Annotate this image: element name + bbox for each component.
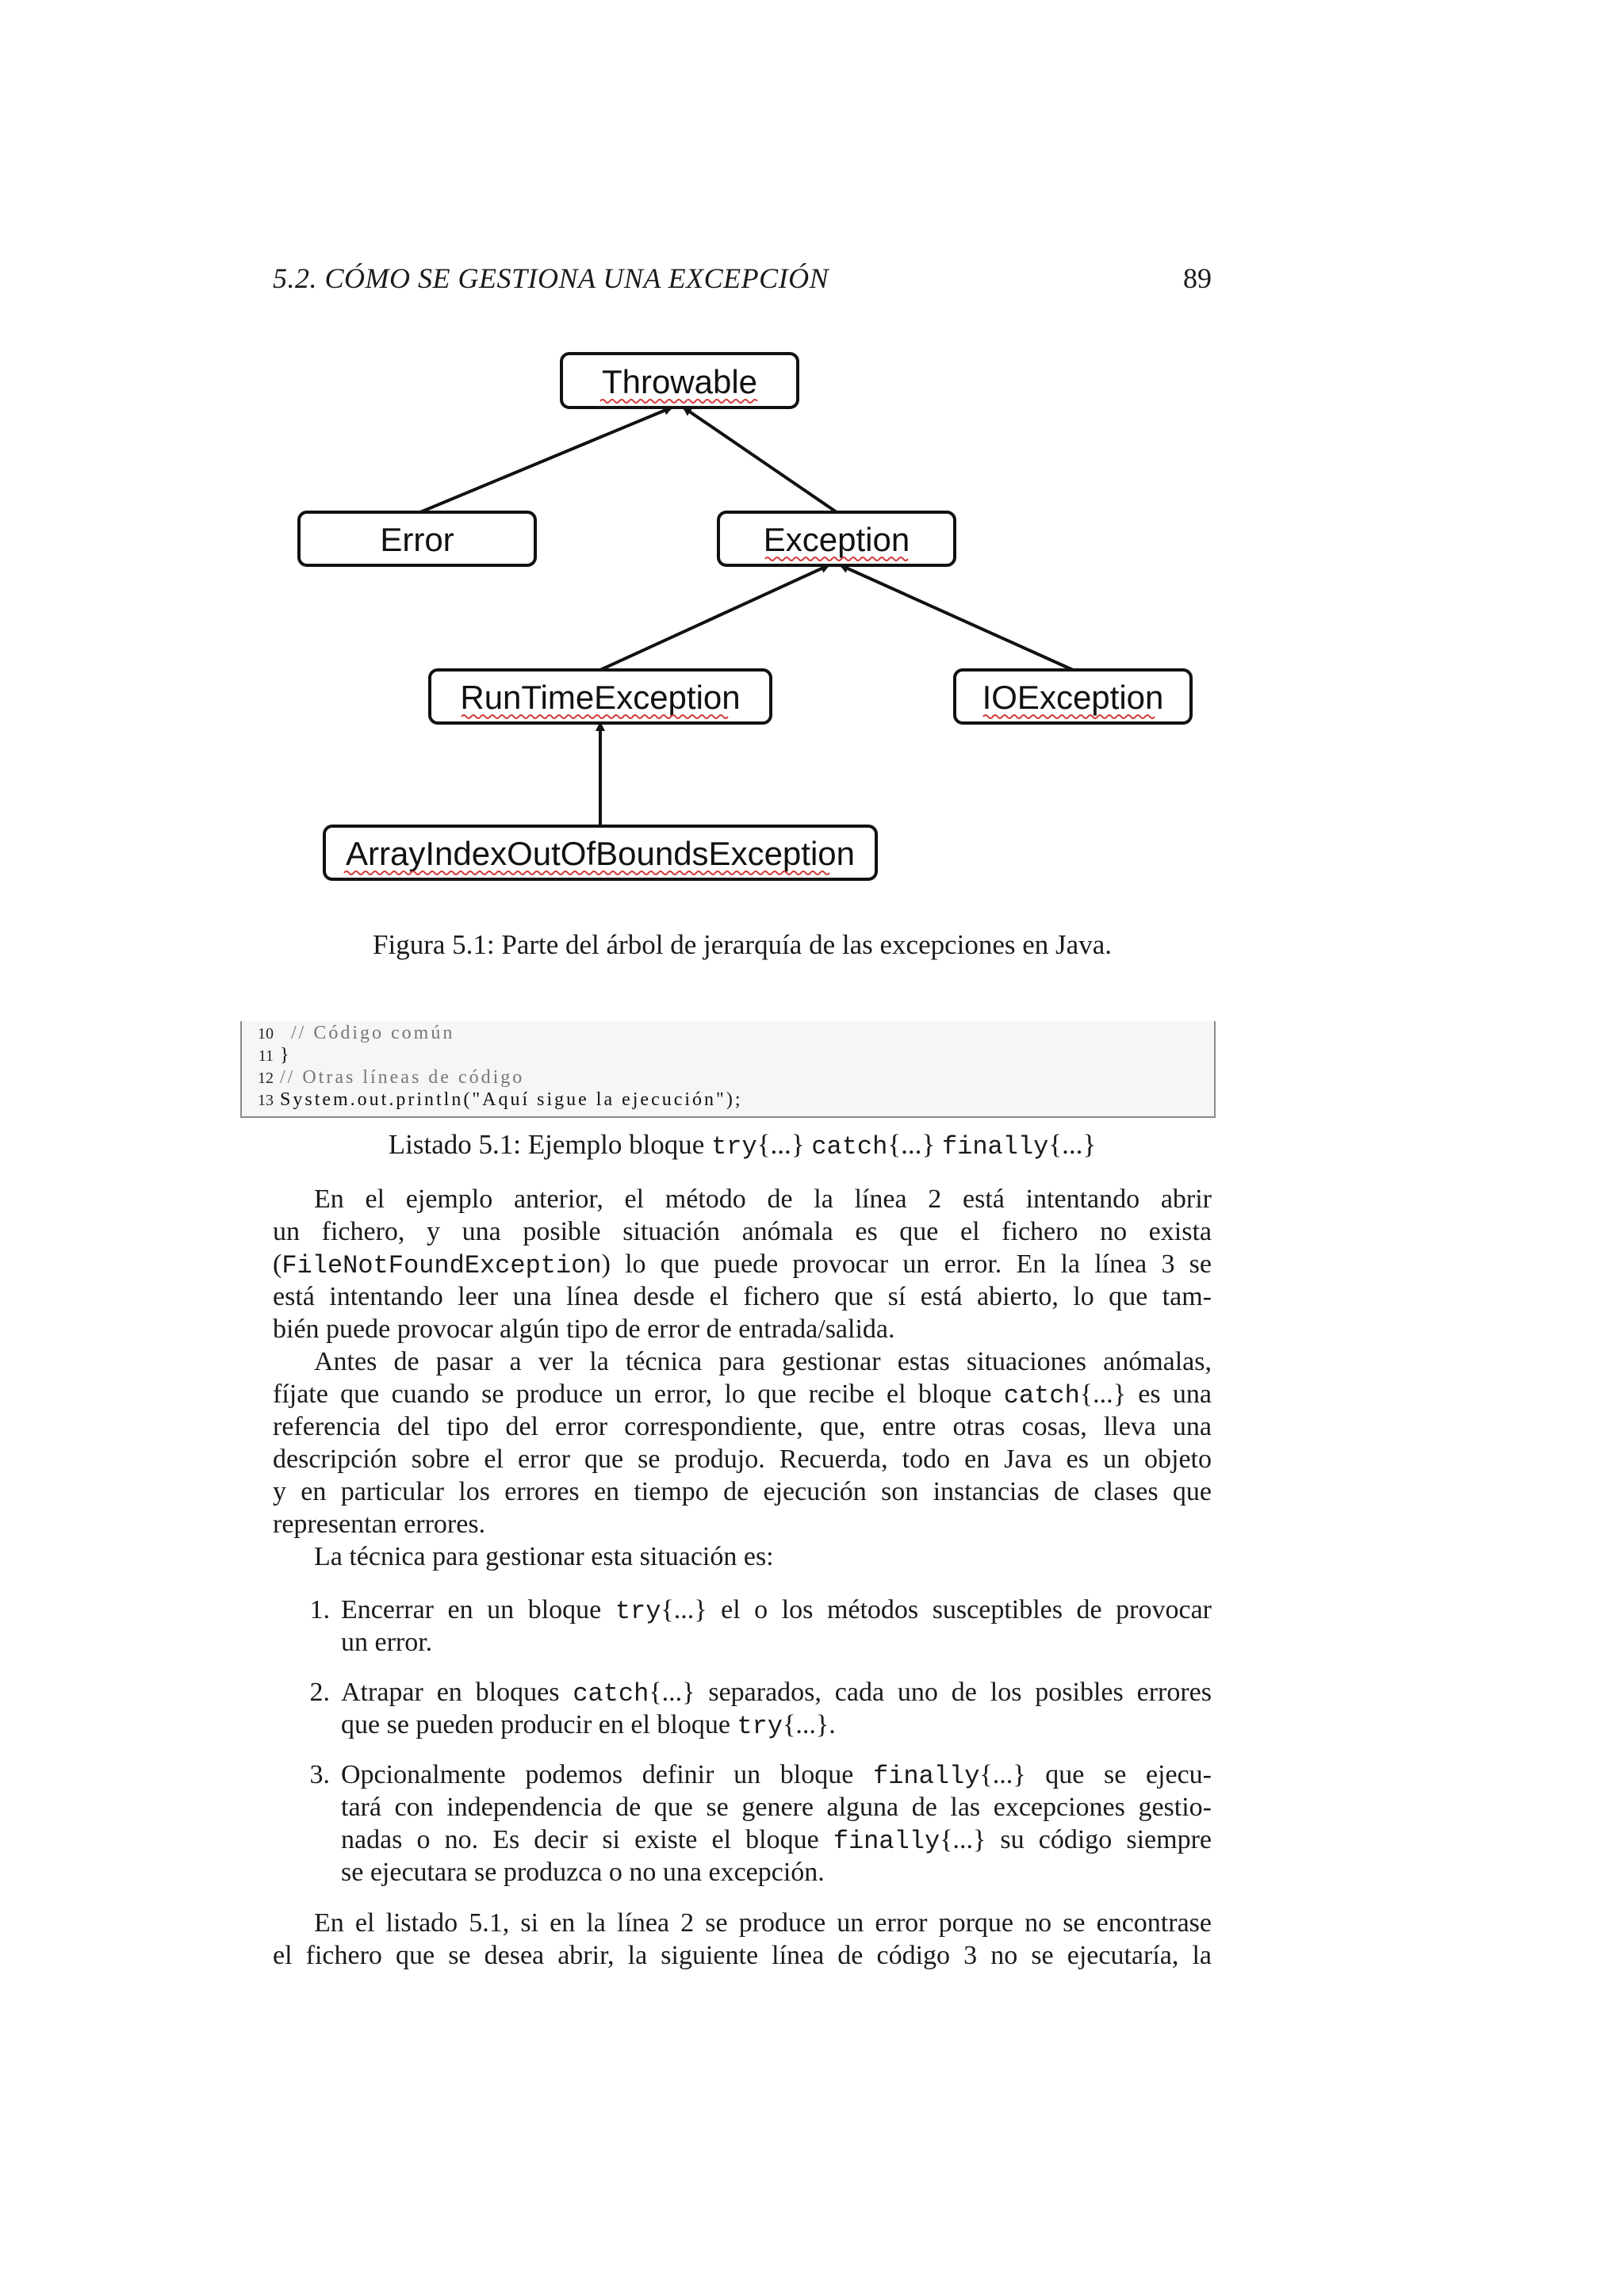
node-runtimeexception-label: RunTimeException	[460, 679, 741, 716]
brace: {...}	[756, 1129, 805, 1160]
text-line	[273, 1378, 1212, 1410]
inline-code: finally	[833, 1827, 940, 1856]
text: {...} su código siempre	[940, 1825, 1212, 1854]
chapter-section-title: 5.2. CÓMO SE GESTIONA UNA EXCEPCIÓN	[273, 262, 829, 294]
text: que se pueden producir en el bloque	[341, 1710, 737, 1739]
text-line	[341, 1758, 1212, 1791]
node-throwable-label: Throwable	[601, 363, 758, 400]
node-throwable	[561, 354, 798, 408]
node-ioexception	[955, 670, 1191, 723]
list-item-body	[341, 1758, 1212, 1888]
line-number: 12	[258, 1070, 274, 1087]
text: {...} que se ejecu-	[979, 1760, 1212, 1789]
node-ioexception-label: IOException	[982, 679, 1164, 716]
inline-code: catch	[1003, 1381, 1080, 1410]
text-line: representan errores.	[273, 1510, 486, 1539]
text-line: tará con independencia de que se genere alguna de las excepciones gestio-	[341, 1793, 1212, 1822]
text-line: se ejecutara se produzca o no una excepción.	[341, 1858, 825, 1887]
text-line	[341, 1709, 1212, 1741]
text-line	[341, 1823, 1212, 1856]
text-line: descripción sobre el error que se produjo. Recuerda, todo en Java es un objeto	[273, 1445, 1212, 1474]
listing-caption-prefix: Listado 5.1: Ejemplo bloque	[388, 1129, 712, 1160]
paren: (	[273, 1249, 282, 1279]
text: {...}.	[783, 1710, 836, 1739]
edge-error-to-throwable	[420, 408, 672, 512]
code-text: // Otras líneas de código	[280, 1067, 525, 1088]
text-line: el fichero que se desea abrir, la siguiente línea de código 3 no se ejecutaría, la	[273, 1941, 1212, 1970]
inline-code: try	[615, 1597, 661, 1626]
text-line: referencia del tipo del error correspondiente, que, entre otras cosas, lleva una	[273, 1412, 1212, 1441]
node-error-label: Error	[380, 521, 454, 558]
paragraph	[273, 1345, 1212, 1540]
text: {...} el o los métodos susceptibles de provocar	[661, 1595, 1212, 1624]
text-line	[273, 1248, 1212, 1280]
text-line: un error.	[341, 1628, 433, 1657]
code-keyword: finally	[941, 1132, 1049, 1161]
text-line: un fichero, y una posible situación anómala es que el fichero no exista	[273, 1217, 1212, 1246]
line-number: 13	[258, 1092, 274, 1109]
paragraph	[273, 1540, 1212, 1573]
text: Opcionalmente podemos definir un bloque	[341, 1760, 873, 1789]
code-listing	[240, 1021, 1216, 1118]
text-line: En el ejemplo anterior, el método de la línea 2 está intentando abrir	[314, 1184, 1212, 1214]
code-line	[242, 1089, 1209, 1112]
text-line: bién puede provocar algún tipo de error de entrada/salida.	[273, 1314, 895, 1344]
inline-code: try	[737, 1712, 783, 1741]
brace: {...}	[1048, 1129, 1097, 1160]
line-number: 11	[258, 1047, 274, 1065]
listing-caption	[273, 1129, 1212, 1161]
text: nadas o no. Es decir si existe el bloque	[341, 1825, 833, 1854]
edge-runtime-to-exception	[600, 565, 829, 670]
list-number: 1.	[309, 1595, 330, 1624]
text: fíjate que cuando se produce un error, lo que recibe el bloque	[273, 1380, 1004, 1409]
node-arrayindexoutofboundsexception-label: ArrayIndexOutOfBoundsException	[345, 835, 856, 872]
node-runtimeexception	[430, 670, 771, 723]
hierarchy-diagram	[0, 0, 1624, 904]
code-keyword: try	[711, 1132, 757, 1161]
text: ) lo que puede provocar un error. En la línea 3 se	[601, 1249, 1212, 1279]
edge-exception-to-throwable	[684, 408, 837, 512]
line-number: 10	[258, 1025, 274, 1043]
text-line: En el listado 5.1, si en la línea 2 se produce un error porque no se encontrase	[314, 1908, 1212, 1938]
code-text: // Código común	[291, 1023, 455, 1043]
inline-code: finally	[872, 1762, 980, 1791]
exception-hierarchy-figure	[0, 0, 1624, 904]
node-arrayindexoutofboundsexception	[324, 826, 876, 879]
text: {...} es una	[1079, 1380, 1212, 1409]
inline-code: FileNotFoundException	[282, 1251, 602, 1280]
node-error	[299, 512, 535, 565]
text: Encerrar en un bloque	[341, 1595, 615, 1624]
paragraph	[273, 1907, 1212, 1972]
text-line: está intentando leer una línea desde el fichero que sí está abierto, lo que tam-	[273, 1282, 1212, 1311]
node-exception-label: Exception	[763, 521, 910, 558]
code-line	[242, 1023, 1209, 1045]
page-number: 89	[1183, 262, 1212, 294]
text-line: y en particular los errores en tiempo de ejecución son instancias de clases que	[273, 1477, 1212, 1506]
text-line	[341, 1594, 1212, 1626]
code-keyword: catch	[811, 1132, 888, 1161]
text-line	[341, 1676, 1212, 1709]
edge-ioexception-to-exception	[841, 565, 1073, 670]
text-line: La técnica para gestionar esta situación es:	[314, 1542, 774, 1571]
list-item-body	[341, 1594, 1212, 1659]
list-item-body	[341, 1676, 1212, 1741]
list-number: 3.	[309, 1760, 330, 1789]
list-number: 2.	[309, 1678, 330, 1707]
code-line	[242, 1045, 1209, 1067]
code-line	[242, 1067, 1209, 1089]
code-text: }	[280, 1045, 292, 1066]
inline-code: catch	[573, 1679, 649, 1709]
brace: {...}	[887, 1129, 936, 1160]
text: {...} separados, cada uno de los posibles errores	[649, 1678, 1212, 1707]
text: Atrapar en bloques	[341, 1678, 573, 1707]
code-text: System.out.println("Aquí sigue la ejecución");	[280, 1089, 743, 1110]
node-exception	[718, 512, 955, 565]
paragraph	[273, 1183, 1212, 1345]
text-line: Antes de pasar a ver la técnica para gestionar estas situaciones anómalas,	[314, 1347, 1212, 1376]
figure-caption: Figura 5.1: Parte del árbol de jerarquía de las excepciones en Java.	[373, 929, 1112, 960]
